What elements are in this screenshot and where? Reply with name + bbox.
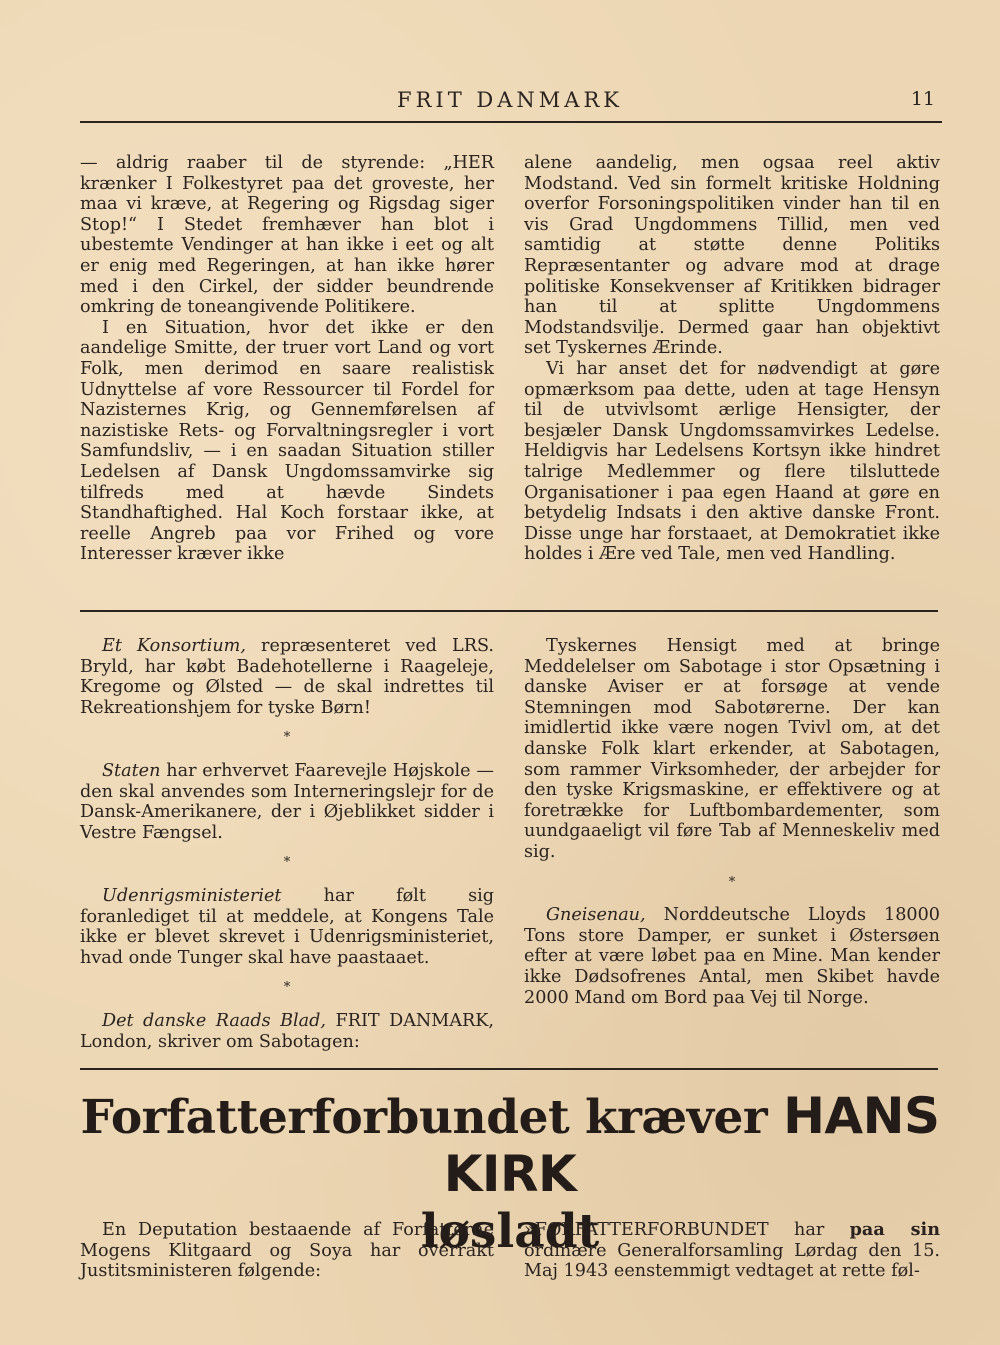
paragraph-text: »FORFATTERFORBUNDET har	[524, 1220, 850, 1240]
section-divider	[80, 1068, 938, 1070]
quoted-paragraph: Tyskernes Hensigt med at bringe Meddelelser om Sabotage i stor Opsætning i danske Aviser er at forsøge at vende Stemningen mod Sabotørerne. Der kan imidlertid ikke være nogen Tvivl om, at det danske Folk klart erkender, at Sabotagen, som rammer Virksomheder, der arbejder for den tyske Krigsmaskine, er effektivere og at foretrække for Luftbombardementer, som uundgaaeligt vil føre Tab af Menneskeliv med sig.	[524, 636, 940, 862]
headline-part: løsladt	[420, 1204, 600, 1259]
news-item-text: FRIT DANMARK, London, skriver om Sabotagen:	[80, 1010, 495, 1052]
article-top-right-column	[524, 153, 940, 565]
headline-part: Forfatterforbundet kræver	[80, 1090, 784, 1145]
asterisk-separator: *	[283, 730, 291, 746]
news-item-lead: Udenrigsministeriet	[102, 885, 282, 906]
asterisk-separator: *	[728, 874, 736, 890]
news-item-text: repræsenteret ved LRS. Bryld, har købt Badehotellerne i Raageleje, Kregome og Ølsted — de skal indrettes til Rekreationshjem for tyske Børn!	[80, 636, 494, 718]
paragraph	[524, 1220, 940, 1282]
news-item	[80, 761, 494, 843]
news-item-lead: Et Konsortium,	[102, 636, 246, 656]
article-bottom-left-column	[80, 1220, 494, 1282]
news-item-text: har erhvervet Faarevejle Højskole — den skal anvendes som Interneringslejr for de Dansk-Amerikanere, der i Øjeblikket sidder i Vestre Fængsel.	[80, 760, 494, 843]
paragraph: Vi har anset det for nødvendigt at gøre opmærksom paa dette, uden at tage Hensyn til de utvivlsomt ærlige Hensigter, der besjæler Dansk Ungdomssamvirkes Ledelse. Heldigvis har Ledelsens Kortsyn ikke hindret talrige Medlemmer og flere tilsluttede Organisationer i paa egen Haand at gøre en betydelig Indsats i den aktive danske Front. Disse unge har forstaaet, at Demokratiet ikke holdes i Ære ved Tale, men ved Handling.	[524, 358, 940, 565]
paragraph: — aldrig raaber til de styrende: „HER krænker I Folkestyret paa det groveste, her maa vi kræve, at Regering og Rigsdag siger Stop!“ I Stedet fremhæver han blot i ubestemte Vendinger at han ikke i eet og alt er enig med Regeringen, at han ikke hører med i den Cirkel, der sidder beundrende omkring de toneangivende Politikere.	[80, 153, 494, 318]
news-item	[80, 636, 494, 718]
news-item-text: har følt sig foranlediget til at meddele, at Kongens Tale ikke er blevet skrevet i Udenrigsministeriet, hvad onde Tunger skal have paastaaet.	[80, 885, 494, 968]
page-number: 11	[910, 88, 935, 110]
publication-title: FRIT DANMARK	[397, 88, 623, 112]
paragraph-bold: paa sin	[849, 1219, 941, 1240]
news-item-text: Norddeutsche Lloyds 18000 Tons store Damper, er sunket i Østersøen efter at være løbet paa en Mine. Man kender ikke Dødsofrenes Antal, men Skibet havde 2000 Mand om Bord paa Vej til Norge.	[524, 905, 940, 1008]
news-item	[80, 886, 494, 968]
notes-left-column	[80, 636, 494, 1052]
notes-right-column	[524, 636, 940, 1008]
header-rule	[80, 121, 942, 123]
running-header	[80, 88, 940, 120]
news-item-lead: Staten	[102, 760, 161, 781]
paragraph: I en Situation, hvor det ikke er den aandelige Smitte, der truer vort Land og vort Folk, men derimod en saare realistisk Udnyttelse af vore Ressourcer til Fordel for Nazisternes Krig, og Gennemførelsen af nazistiske Rets- og Forvaltningsregler i vort Samfundsliv, — i en saadan Situation stiller Ledelsen af Dansk Ungdomssamvirke sig tilfreds med at hævde Sindets Standhaftighed. Hal Koch forstaar ikke, at reelle Angreb paa vor Frihed og vore Interesser kræver ikke	[80, 317, 494, 565]
news-item	[524, 905, 940, 1008]
news-item-lead: Det danske Raads Blad,	[102, 1010, 327, 1031]
paragraph: En Deputation bestaaende af Forfatterne Mogens Klitgaard og Soya har overrakt Justitsministeren følgende:	[80, 1220, 494, 1282]
news-item-lead: Gneisenau,	[546, 905, 646, 926]
paragraph: alene aandelig, men ogsaa reel aktiv Modstand. Ved sin formelt kritiske Holdning overfor Forsoningspolitiken vinder han til en vis Grad Ungdommens Tillid, men ved samtidig at støtte denne Politiks Repræsentanter og advare mod at drage politiske Konsekvenser af Kritikken bidrager han til at splitte Ungdommens Modstandsvilje. Dermed gaar han objektivt set Tyskernes Ærinde.	[524, 153, 940, 359]
section-divider	[80, 610, 938, 612]
asterisk-separator: *	[283, 855, 291, 871]
paragraph-text: ordinære Generalforsamling Lørdag den 15. Maj 1943 eenstemmigt vedtaget at rette føl-	[524, 1240, 940, 1282]
asterisk-separator: *	[283, 980, 291, 996]
headline-name: HANS KIRK	[443, 1087, 940, 1203]
article-top-left-column	[80, 153, 494, 565]
article-bottom-right-column	[524, 1220, 940, 1282]
news-item	[80, 1011, 494, 1052]
